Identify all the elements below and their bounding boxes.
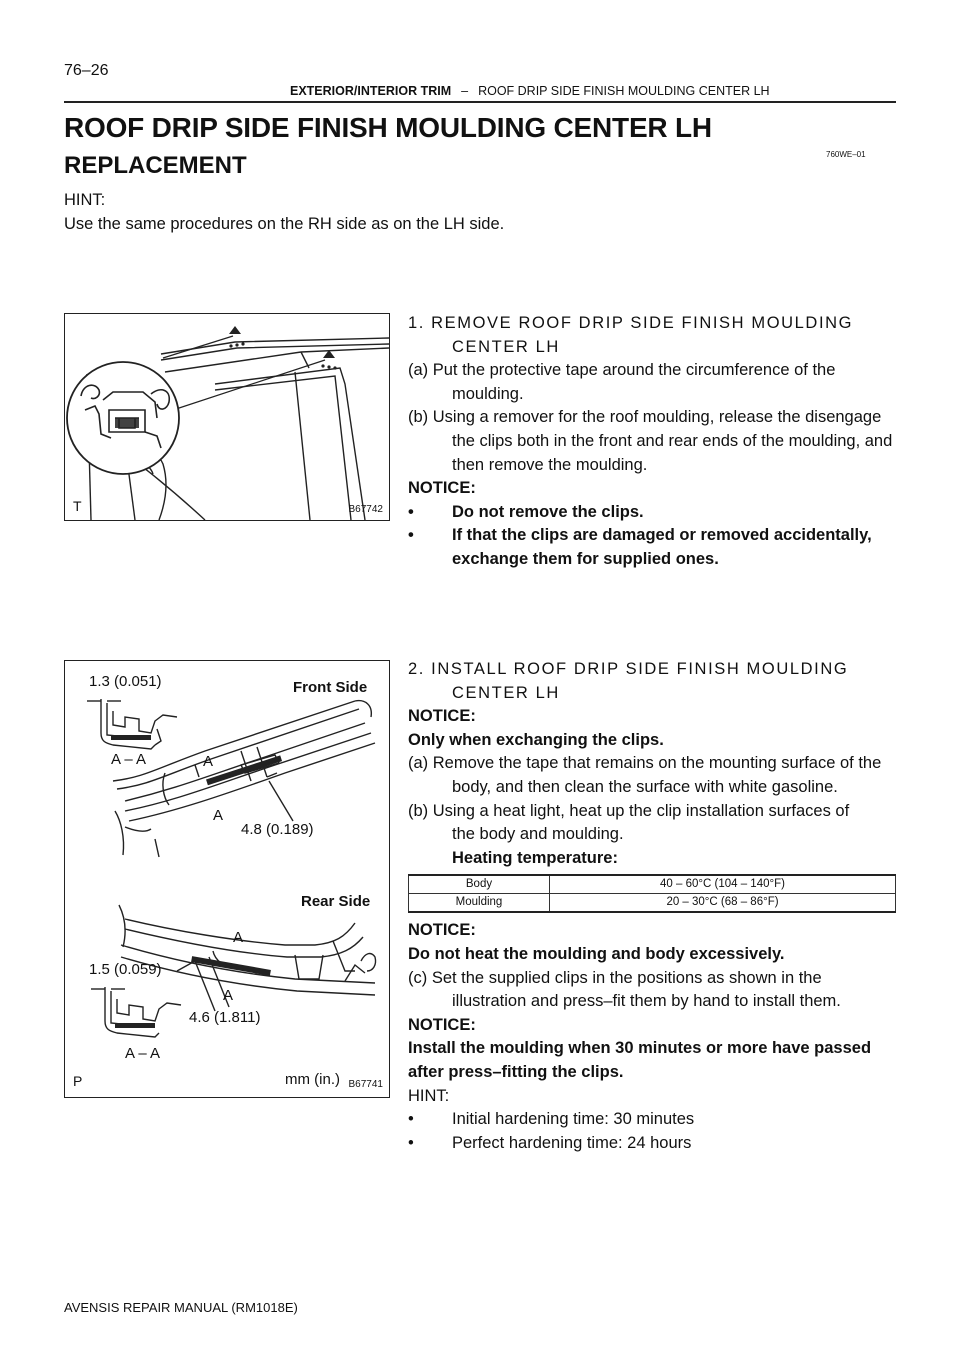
section-subtitle: REPLACEMENT [64,152,247,179]
step2-substep-c: (c) Set the supplied clips in the positions as shown in the illustration and press–fit them by hand to install them. [408,968,841,1011]
intro-hint-text: Use the same procedures on the RH side as on the LH side. [64,215,505,233]
figure1-code: B67742 [348,504,383,515]
front-section-marker-bottom: A [213,807,224,824]
step1-heading: 1. REMOVE ROOF DRIP SIDE FINISH MOULDING [408,314,854,332]
step2-substep-b-cont: the body and moulding. [452,825,624,844]
bullet-glyph: • [408,502,414,521]
step2-section [408,658,896,1155]
step2-notice2-label: NOTICE: [408,921,476,940]
document-code: 760WE–01 [826,150,866,159]
intro-hint [64,188,504,236]
step2-hint-item: • Initial hardening time: 30 minutes [408,1108,896,1132]
front-section-label: A – A [111,751,147,768]
figure-roof-moulding-removal [64,313,390,521]
rear-clip-width-dimension: 4.6 (1.811) [189,1009,261,1026]
running-header [290,84,770,98]
step2-hint-label: HINT: [408,1086,450,1105]
intro-hint-label: HINT: [64,191,106,209]
step1-substep-b: (b) Using a remover for the roof moulding, release the disengage the clips both in the front and rear ends of the moulding, and then remove the moulding. [408,408,893,474]
step2-notice3-text: Install the moulding when 30 minutes or more have passed after press–fitting the clips. [408,1039,872,1081]
rear-side-label: Rear Side [301,893,371,910]
step1-notice-item: • If that the clips are damaged or removed accidentally, exchange them for supplied ones. [408,526,872,568]
step2-notice2-text: Do not heat the moulding and body excessively. [408,944,785,963]
heating-temperature-label: Heating temperature: [452,848,618,867]
heating-temperature-table [408,874,896,913]
front-clip-offset-dimension: 1.3 (0.051) [89,673,162,690]
bullet-glyph: • [408,1133,414,1152]
step1-substep-a: (a) Put the protective tape around the circumference of the moulding. [408,361,836,403]
table-cell-part: Body [409,875,550,894]
step2-heading-cont: CENTER LH [452,683,560,702]
front-clip-width-dimension: 4.8 (0.189) [241,821,314,838]
header-topic: ROOF DRIP SIDE FINISH MOULDING CENTER LH [478,84,770,98]
step2-heading: 2. INSTALL ROOF DRIP SIDE FINISH MOULDING [408,660,849,678]
table-row [409,894,896,913]
step2-notice-label: NOTICE: [408,707,476,726]
rear-section-marker-bottom: A [223,987,234,1004]
page-number: 76–26 [64,62,109,79]
front-side-label: Front Side [293,679,368,696]
table-cell-temp: 20 – 30°C (68 – 86°F) [550,894,896,913]
rear-section-label: A – A [125,1045,161,1062]
page-footer: AVENSIS REPAIR MANUAL (RM1018E) [64,1300,298,1315]
figure-clip-positions [64,660,390,1098]
step1-notice-label: NOTICE: [408,479,476,498]
figure1-corner-letter: T [73,498,82,514]
header-rule [64,101,896,103]
units-label: mm (in.) [285,1071,340,1088]
front-section-marker-top: A [203,753,214,770]
rear-clip-offset-dimension: 1.5 (0.059) [89,961,162,978]
bullet-glyph: • [408,1110,414,1129]
table-row [409,875,896,894]
clip-positions-illustration [65,661,389,1097]
roof-moulding-illustration [65,314,389,520]
step2-notice3-label: NOTICE: [408,1015,476,1034]
step2-substep-b: (b) Using a heat light, heat up the clip installation surfaces of [408,801,850,820]
step1-section [408,312,896,572]
page-title: ROOF DRIP SIDE FINISH MOULDING CENTER LH [64,112,712,143]
table-cell-part: Moulding [409,894,550,913]
step2-hint-item: • Perfect hardening time: 24 hours [408,1132,896,1156]
step2-notice-text: Only when exchanging the clips. [408,730,664,749]
figure2-code: B67741 [348,1079,383,1090]
header-separator: – [461,84,469,98]
step1-notice-item: • Do not remove the clips. [408,501,896,525]
rear-section-marker-top: A [233,929,244,946]
figure2-corner-letter: P [73,1073,83,1089]
step1-heading-cont: CENTER LH [452,337,560,356]
header-section: EXTERIOR/INTERIOR TRIM [290,84,452,98]
table-cell-temp: 40 – 60°C (104 – 140°F) [550,875,896,894]
bullet-glyph: • [408,526,414,545]
step2-substep-a: (a) Remove the tape that remains on the mounting surface of the body, and then clean the surface with white gasoline. [408,754,882,796]
